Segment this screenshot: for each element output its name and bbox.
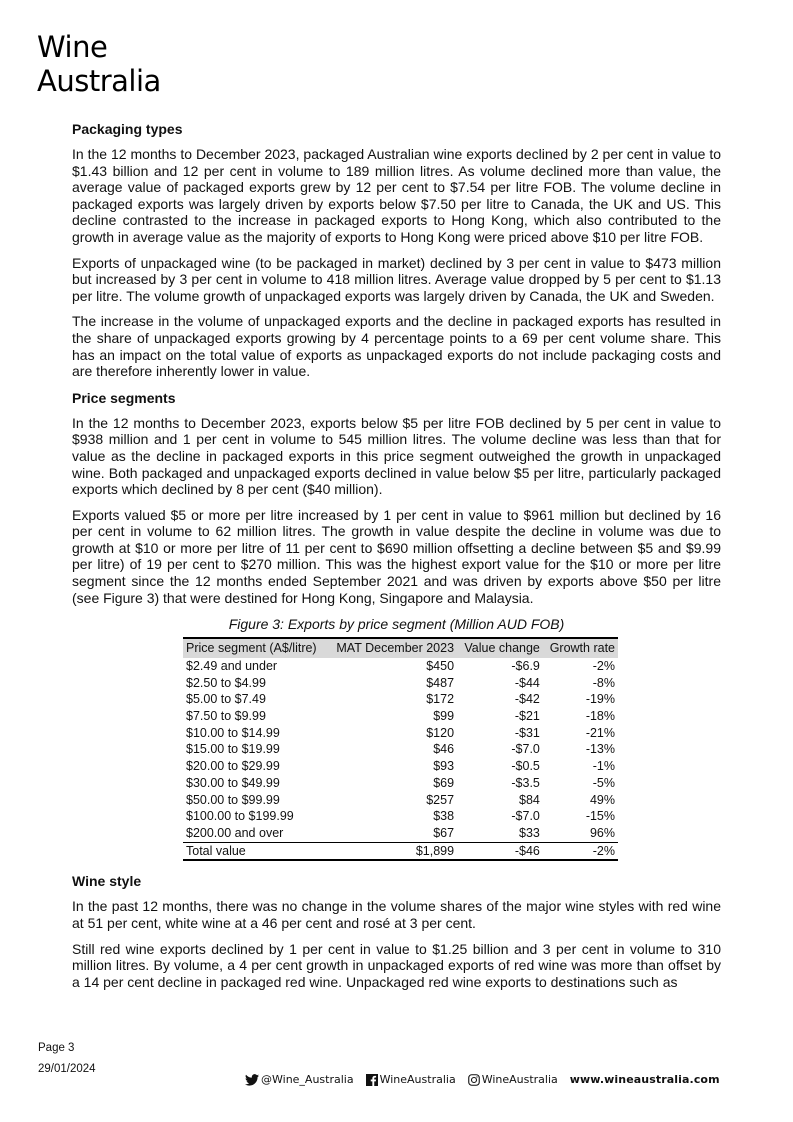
table-row — [183, 658, 618, 675]
cell-segment: $30.00 to $49.99 — [186, 775, 280, 790]
table-row — [183, 741, 618, 758]
heading-price-segments: Price segments — [72, 389, 176, 406]
instagram-handle: WineAustralia — [481, 1073, 558, 1086]
cell-growth: -2% — [592, 658, 615, 673]
cell-value: $487 — [426, 675, 455, 690]
cell-growth: -13% — [585, 742, 615, 757]
cell-segment: $20.00 to $29.99 — [186, 759, 280, 774]
facebook-icon — [366, 1074, 378, 1086]
twitter-icon — [245, 1074, 259, 1086]
paragraph: Exports valued $5 or more per litre increased by 1 per cent in value to $961 million but declined by 16 per cent in volume to 62 million litres. The growth in value despite the decline in volume was due to growth at $10 or more per litre of 11 per cent to $690 million offsetting a decline between $5 and $9.99 per litre) of 19 per cent to $270 million. This was the highest export value for the $10 or more per litre segment since the 12 months ended September 2021 and was driven by exports above $50 per litre (see Figure 3) that were destined for Hong Kong, Singapore and Malaysia. — [72, 506, 721, 606]
table-row — [183, 708, 618, 725]
page-number: Page 3 — [38, 1042, 75, 1054]
cell-value: $38 — [433, 809, 455, 824]
page-footer-info — [38, 1042, 96, 1084]
cell-value: $172 — [426, 692, 455, 707]
cell-value: $257 — [426, 792, 455, 807]
cell-segment: $200.00 and over — [186, 825, 284, 840]
table-row — [183, 792, 618, 809]
table-row — [183, 808, 618, 825]
table-row — [183, 675, 618, 692]
cell-segment: $100.00 to $199.99 — [186, 809, 294, 824]
table-row — [183, 825, 618, 842]
cell-growth: -5% — [592, 775, 615, 790]
table-row — [183, 758, 618, 775]
instagram-link[interactable] — [468, 1073, 558, 1086]
cell-change: -$44 — [514, 675, 540, 690]
paragraph: In the 12 months to December 2023, exports below $5 per litre FOB declined by 5 per cent in value to $938 million and 1 per cent in volume to 545 million litres. The volume decline was less than that for value as the decline in packaged exports in this price segment outweighed the growth in unpackaged wine. Both packaged and unpackaged exports declined in value below $5 per litre, particularly packaged exports which declined by 8 per cent ($40 million). — [72, 414, 721, 498]
table-row — [183, 725, 618, 742]
cell-change: -$31 — [514, 725, 540, 740]
cell-value: $450 — [426, 658, 455, 673]
price-segment-table — [183, 637, 618, 861]
cell-value: $46 — [433, 742, 455, 757]
column-header: Value change — [457, 638, 543, 658]
cell-change: -$42 — [514, 692, 540, 707]
column-header: Growth rate — [543, 638, 618, 658]
cell-segment: $7.50 to $9.99 — [186, 709, 266, 724]
cell-change: -$3.5 — [511, 775, 540, 790]
twitter-handle: @Wine_Australia — [261, 1073, 354, 1086]
cell-segment: Total value — [186, 843, 246, 858]
cell-growth: -8% — [592, 675, 615, 690]
cell-value: $99 — [433, 709, 455, 724]
cell-growth: -2% — [592, 843, 615, 858]
cell-change: -$0.5 — [511, 759, 540, 774]
cell-value: $1,899 — [415, 843, 455, 858]
paragraph: The increase in the volume of unpackaged exports and the decline in packaged exports has resulted in the share of unpackaged exports growing by 4 percentage points to a 69 per cent volume share. This has an impact on the total value of exports as unpackaged exports do not include packaging costs and are therefore inherently lower in value. — [72, 313, 721, 380]
cell-segment: $5.00 to $7.49 — [186, 692, 266, 707]
paragraph: Exports of unpackaged wine (to be packaged in market) declined by 3 per cent in value to $473 million but increased by 3 per cent in volume to 418 million litres. Average value dropped by 5 per cent to $1.13 per litre. The volume growth of unpackaged exports was largely driven by Canada, the UK and Sweden. — [72, 254, 721, 304]
facebook-handle: WineAustralia — [379, 1073, 456, 1086]
cell-segment: $10.00 to $14.99 — [186, 725, 280, 740]
cell-segment: $50.00 to $99.99 — [186, 792, 280, 807]
cell-value: $67 — [433, 825, 455, 840]
cell-growth: -19% — [585, 692, 615, 707]
cell-segment: $2.50 to $4.99 — [186, 675, 266, 690]
page-date: 29/01/2024 — [38, 1063, 96, 1075]
cell-change: $33 — [519, 825, 540, 840]
cell-segment: $2.49 and under — [186, 658, 278, 673]
column-header: MAT December 2023 — [327, 638, 457, 658]
paragraph: In the past 12 months, there was no change in the volume shares of the major wine styles with red wine at 51 per cent, white wine at a 46 per cent and rosé at 3 per cent. — [72, 898, 721, 931]
figure-caption: Figure 3: Exports by price segment (Million AUD FOB) — [228, 616, 565, 633]
cell-value: $93 — [433, 759, 455, 774]
wine-australia-logo — [37, 30, 161, 98]
document-body — [72, 120, 721, 999]
cell-change: -$21 — [514, 709, 540, 724]
cell-segment: $15.00 to $19.99 — [186, 742, 280, 757]
cell-change: -$7.0 — [511, 742, 540, 757]
paragraph: Still red wine exports declined by 1 per cent in value to $1.25 billion and 3 per cent in volume to 310 million litres. By volume, a 4 per cent growth in unpackaged exports of red wine was more than offset by a 14 per cent decline in packaged red wine. Unpackaged red wine exports to destinations such as — [72, 940, 721, 990]
column-header: Price segment (A$/litre) — [183, 638, 327, 658]
instagram-icon — [468, 1074, 480, 1086]
paragraph: In the 12 months to December 2023, packaged Australian wine exports declined by 2 per cent in value to $1.43 billion and 12 per cent in volume to 189 million litres. As volume declined more than value, the average value of packaged exports grew by 12 per cent to $7.54 per litre FOB. The volume decline in packaged exports was largely driven by exports below $7.50 per litre to Canada, the UK and US. This decline contrasted to the increase in packaged exports to Hong Kong, which also contributed to the growth in average value as the majority of exports to Hong Kong were priced above $10 per litre FOB. — [72, 146, 721, 245]
heading-packaging-types: Packaging types — [72, 121, 183, 137]
cell-change: $84 — [519, 792, 540, 807]
table-total-row — [183, 842, 618, 860]
heading-wine-style: Wine style — [72, 873, 142, 890]
website-link[interactable]: www.wineaustralia.com — [569, 1073, 720, 1086]
cell-growth: -18% — [585, 709, 615, 724]
cell-growth: -21% — [585, 725, 615, 740]
cell-growth: -15% — [585, 809, 615, 824]
logo-line-2: Australia — [37, 64, 161, 98]
cell-growth: -1% — [592, 759, 615, 774]
cell-growth: 96% — [589, 825, 615, 840]
table-row — [183, 691, 618, 708]
cell-change: -$46 — [514, 843, 540, 858]
cell-change: -$6.9 — [511, 658, 540, 673]
table-header-row — [183, 638, 618, 658]
cell-value: $120 — [426, 725, 455, 740]
cell-value: $69 — [433, 775, 455, 790]
twitter-link[interactable] — [245, 1073, 354, 1086]
facebook-link[interactable] — [366, 1073, 456, 1086]
cell-change: -$7.0 — [511, 809, 540, 824]
social-links — [245, 1073, 720, 1086]
cell-growth: 49% — [589, 792, 615, 807]
table-row — [183, 775, 618, 792]
logo-line-1: Wine — [37, 30, 108, 64]
